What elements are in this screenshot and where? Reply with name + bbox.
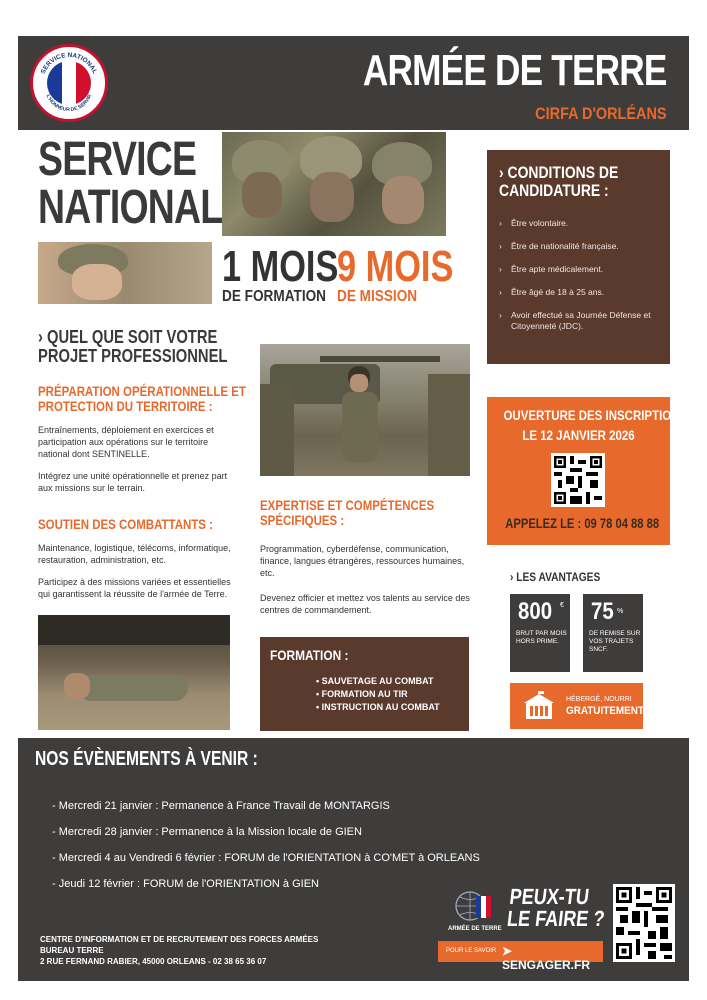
website-url[interactable]: ➤ SENGAGER.FR bbox=[502, 944, 591, 972]
list-item: • INSTRUCTION AU COMBAT bbox=[316, 701, 459, 714]
army-logo-text: ARMÉE DE TERRE bbox=[448, 926, 502, 932]
discount-badge bbox=[583, 594, 643, 672]
support-title: SOUTIEN DES COMBATTANTS : bbox=[38, 516, 213, 532]
slogan-line: PEUX-TU bbox=[508, 884, 591, 909]
duration-mission-value: 9 MOIS bbox=[337, 242, 454, 291]
soldiers-photo bbox=[222, 132, 446, 236]
title-line: SPÉCIFIQUES : bbox=[260, 512, 345, 528]
qr-code-icon[interactable] bbox=[613, 884, 675, 962]
training-box bbox=[260, 637, 469, 731]
registration-box bbox=[487, 397, 688, 545]
qr-code-icon[interactable] bbox=[551, 453, 605, 507]
title-line: › CONDITIONS DE bbox=[499, 163, 619, 182]
title-line: NATIONAL bbox=[38, 181, 223, 234]
list-item: › Être de nationalité française. bbox=[499, 241, 658, 252]
pay-text: BRUT PAR MOIS HORS PRIME. bbox=[516, 630, 567, 645]
building-icon bbox=[522, 691, 556, 721]
registration-title: OUVERTURE DES INSCRIPTIONS bbox=[503, 407, 688, 423]
support-text: Participez à des missions variées et essentielles qui garantissent la réussite de l'armée de Terre. bbox=[38, 577, 231, 599]
logo-text-top: SERVICE NATIONAL bbox=[39, 51, 99, 76]
duration-training-label: DE FORMATION bbox=[222, 288, 327, 305]
armee-de-terre-logo bbox=[448, 888, 504, 936]
phone-number[interactable]: APPELEZ LE : 09 78 04 88 88 bbox=[505, 515, 660, 531]
logo-text-bottom: L'HONNEUR DE SERVIR bbox=[44, 93, 94, 114]
title-line: PRÉPARATION OPÉRATIONNELLE ET bbox=[38, 383, 246, 399]
duration-mission-label: DE MISSION bbox=[337, 288, 418, 305]
sengager-link[interactable] bbox=[438, 941, 603, 972]
event-item: - Mercredi 28 janvier : Permanence à la Mission locale de GIEN bbox=[52, 826, 362, 838]
conditions-box bbox=[487, 150, 670, 364]
training-title: FORMATION : bbox=[270, 647, 349, 663]
french-flag-icon bbox=[47, 61, 91, 105]
title-line: › QUEL QUE SOIT VOTRE bbox=[38, 327, 218, 347]
event-item: - Mercredi 4 au Vendredi 6 février : FORUM de l'ORIENTATION à CO'MET à ORLEANS bbox=[52, 852, 480, 864]
preparation-title bbox=[38, 384, 246, 414]
expertise-text: Devenez officier et mettez vos talents au service des centres de commandement. bbox=[260, 593, 470, 615]
address-line: CENTRE D'INFORMATION ET DE RECRUTEMENT DES FORCES ARMÉES bbox=[40, 935, 319, 944]
housing-text: HÉBERGÉ, NOURRI bbox=[566, 696, 632, 703]
address-line: BUREAU TERRE bbox=[40, 946, 104, 955]
registration-date: LE 12 JANVIER 2026 bbox=[522, 427, 635, 443]
housing-badge bbox=[510, 683, 646, 729]
page-title: ARMÉE DE TERRE bbox=[363, 46, 667, 95]
training-list bbox=[316, 675, 459, 714]
conditions-title bbox=[499, 164, 629, 200]
page-subtitle: CIRFA D'ORLÉANS bbox=[535, 104, 667, 123]
housing-text-bold: GRATUITEMENT. bbox=[566, 705, 646, 717]
events-section bbox=[18, 738, 689, 981]
support-text: Maintenance, logistique, télécoms, informatique, restauration, administration, etc. bbox=[38, 543, 231, 565]
discount-value: 75 bbox=[591, 598, 614, 625]
expertise-text: Programmation, cyberdéfense, communication, finance, langues étrangères, ressources humaines, etc. bbox=[260, 544, 465, 578]
discount-text: DE REMISE SUR VOS TRAJETS SNCF. bbox=[589, 630, 641, 653]
conditions-list bbox=[499, 218, 658, 332]
events-title: NOS ÉVÈNEMENTS À VENIR : bbox=[35, 748, 258, 770]
pay-unit: € bbox=[560, 602, 564, 609]
list-item: • FORMATION AU TIR bbox=[316, 688, 459, 701]
event-item: - Jeudi 12 février : FORUM de l'ORIENTATION à GIEN bbox=[52, 878, 319, 890]
preparation-text: Intégrez une unité opérationnelle et prenez part aux missions sur le terrain. bbox=[38, 471, 228, 493]
title-line: PROJET PROFESSIONNEL bbox=[38, 346, 228, 366]
event-item: - Mercredi 21 janvier : Permanence à France Travail de MONTARGIS bbox=[52, 800, 390, 812]
address-block bbox=[40, 934, 318, 967]
preparation-text: Entraînements, déploiement en exercices et participation aux opérations sur le territoire national dont SENTINELLE. bbox=[38, 425, 214, 459]
pay-value: 800 bbox=[518, 598, 553, 625]
pay-badge bbox=[510, 594, 570, 672]
list-item: › Avoir effectué sa Journée Défense et Citoyenneté (JDC). bbox=[499, 310, 658, 332]
list-item: › Être apte médicalement. bbox=[499, 264, 658, 275]
list-item: • SAUVETAGE AU COMBAT bbox=[316, 675, 459, 688]
address-line: 2 RUE FERNAND RABIER, 45000 ORLEANS - 02 38 65 36 07 bbox=[40, 957, 267, 966]
learn-more-label: POUR LE SAVOIR bbox=[446, 948, 497, 954]
list-item: › Être volontaire. bbox=[499, 218, 658, 229]
service-national-title bbox=[38, 133, 223, 234]
mechanic-photo bbox=[38, 615, 230, 730]
expertise-title bbox=[260, 498, 434, 528]
service-national-logo bbox=[30, 44, 108, 122]
slogan-line: LE FAIRE ? bbox=[505, 906, 606, 931]
discount-unit: % bbox=[617, 608, 624, 615]
title-line: CANDIDATURE : bbox=[499, 181, 609, 200]
woman-soldier-photo bbox=[38, 242, 212, 304]
title-line: SERVICE bbox=[38, 133, 197, 186]
slogan bbox=[506, 886, 608, 930]
globe-flag-icon bbox=[448, 888, 504, 926]
title-line: PROTECTION DU TERRITOIRE : bbox=[38, 398, 213, 414]
tank-photo bbox=[260, 344, 470, 476]
duration-training-value: 1 MOIS bbox=[222, 242, 339, 291]
project-title bbox=[38, 328, 227, 366]
title-line: EXPERTISE ET COMPÉTENCES bbox=[260, 497, 435, 513]
list-item: › Être âgé de 18 à 25 ans. bbox=[499, 287, 658, 298]
advantages-title: › LES AVANTAGES bbox=[510, 570, 601, 584]
